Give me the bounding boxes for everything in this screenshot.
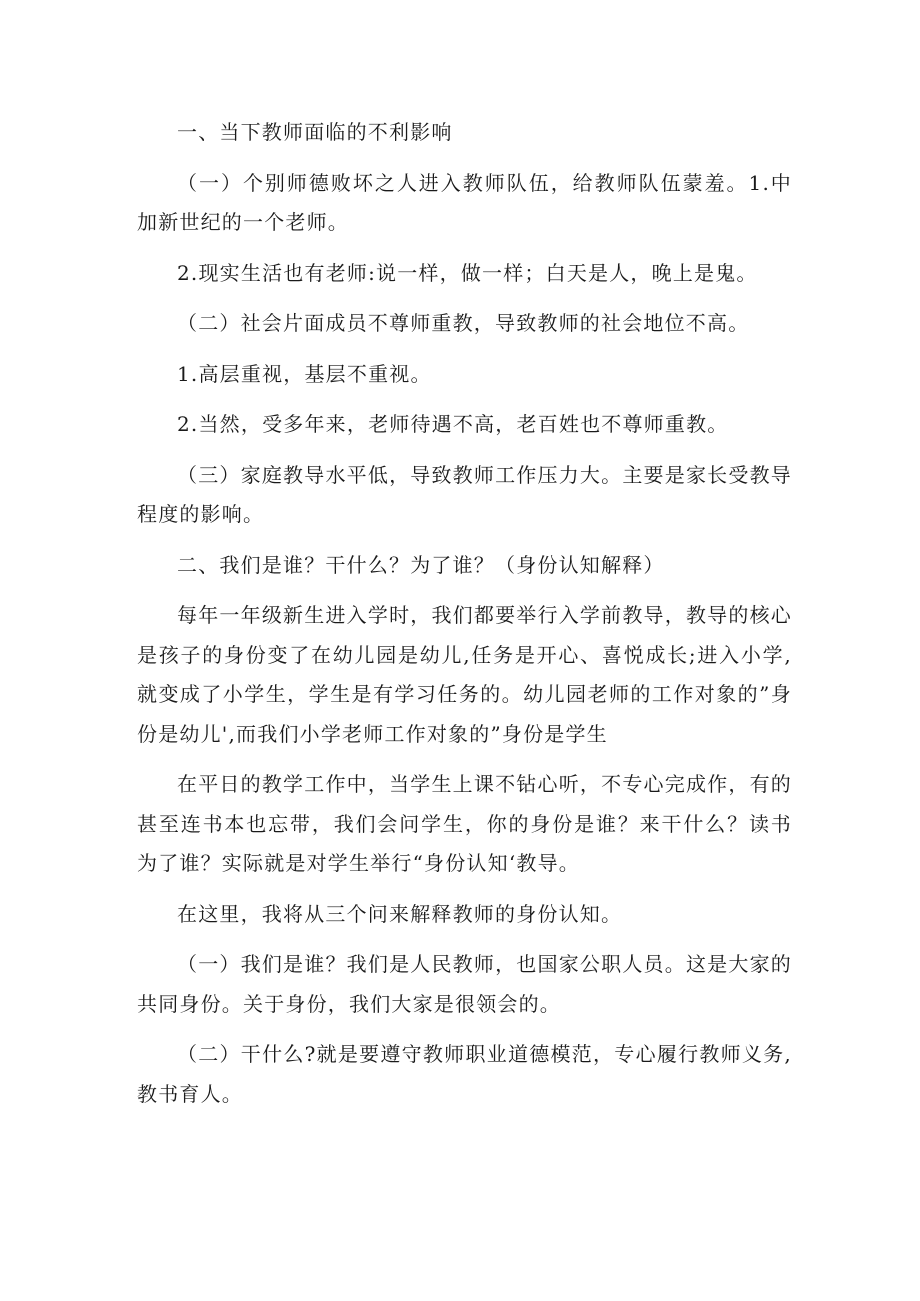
paragraph: 2.现实生活也有老师:说一样，做一样；白天是人，晚上是鬼。 [177,260,758,285]
section-heading-2: 二、我们是谁？干什么？为了谁？（身份认知解释） [177,552,665,577]
subsection-2-1: （一）我们是谁？我们是人民教师，也国家公职人员。这是大家的共同身份。关于身份，我们大家是很领会的。 [137,952,792,1016]
subsection-2-2: （二）干什么?就是要遵守教师职业道德模范，专心履行教师义务,教书育人。 [137,1042,792,1106]
section-heading-1: 一、当下教师面临的不利影响 [177,120,453,144]
subsection-1-3: （三）家庭教导水平低，导致教师工作压力大。主要是家长受教导程度的影响。 [137,462,792,526]
paragraph: 在平日的教学工作中，当学生上课不钻心听，不专心完成作，有的甚至连书本也忘带，我们会问学生，你的身份是谁？来干什么？读书为了谁？实际就是对学生举行“身份认知‘教导。 [137,772,792,875]
document-body [137,113,792,1125]
paragraph: 2.当然，受多年来，老师待遇不高，老百姓也不尊师重教。 [177,412,729,436]
paragraph: 每年一年级新生进入学时，我们都要举行入学前教导，教导的核心是孩子的身份变了在幼儿园是幼儿,任务是开心、喜悦成长;进入小学,就变成了小学生，学生是有学习任务的。幼儿园老师的工作对象的”身份是幼儿',而我们小学老师工作对象的”身份是学生 [137,603,792,746]
subsection-1-1: （一）个别师德败坏之人进入教师队伍，给教师队伍蒙羞。1.中加新世纪的一个老师。 [137,170,792,234]
paragraph: 在这里，我将从三个问来解释教师的身份认知。 [177,901,623,926]
paragraph: 1.高层重视，基层不重视。 [177,361,432,386]
subsection-1-2: （二）社会片面成员不尊师重教，导致教师的社会地位不高。 [177,311,750,335]
